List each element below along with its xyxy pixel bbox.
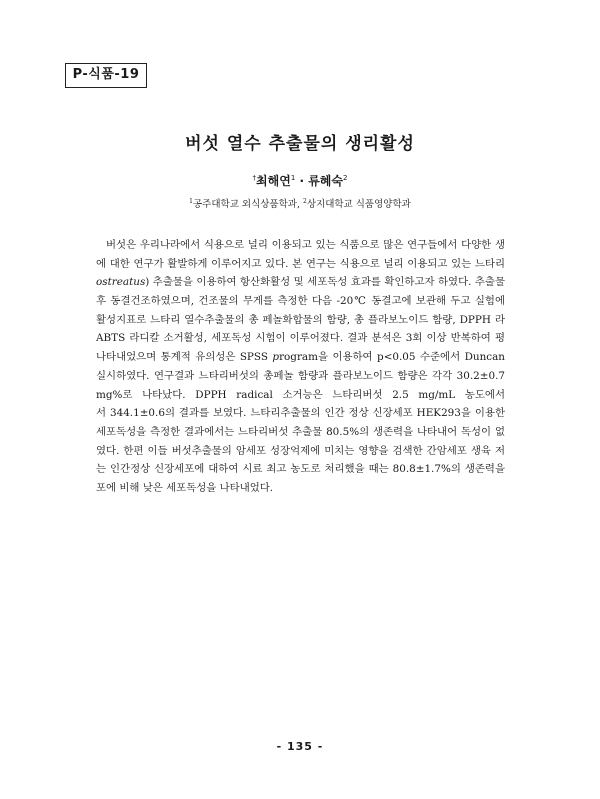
abstract-line: 세포독성을 측정한 결과에서는 느타리버섯 추출물 80.5%의 생존력을 나타내어 독성이 없 <box>96 425 505 438</box>
author-separator: · <box>295 174 309 188</box>
page-number: - 135 - <box>276 740 324 753</box>
affil-1-mark: 1 <box>189 197 193 205</box>
abstract-line: 였다. 한편 이들 버섯추출물의 암세포 성장억제에 미치는 영향을 검색한 간암세포 생육 저 <box>96 444 505 457</box>
abstract-body <box>96 236 505 498</box>
abstract-line: 나타내었으며 통계적 유의성은 SPSS program을 이용하여 p<0.05 수준에서 Duncan <box>96 351 505 364</box>
corresponding-mark: † <box>252 174 257 182</box>
abstract-line: 버섯은 우리나라에서 식용으로 널리 이용되고 있는 식품으로 많은 연구들에서 다양한 생 <box>106 239 505 251</box>
abstract-line: 서 344.1±0.6의 결과를 보였다. 느타리추출물의 인간 정상 신장세포 HEK293을 이용한 <box>96 407 505 420</box>
abstract-line: 활성지표로 느타리 열수추출물의 총 페놀화합물의 함량, 총 플라보노이드 함량, DPPH 라 <box>96 313 505 326</box>
session-code: P-식품-19 <box>72 67 140 82</box>
abstract-line: 는 인간정상 신장세포에 대하여 시료 최고 농도로 처리했을 때는 80.8±1.7%의 생존력을 <box>96 463 505 476</box>
abstract-line: 에 대한 연구가 활발하게 이루어지고 있다. 본 연구는 식용으로 널리 이용되고 있는 느타리 <box>96 257 505 270</box>
abstract-line: ostreatus) 추출물을 이용하여 항산화활성 및 세포독성 효과를 확인하고자 하였다. 추출물 <box>96 276 505 289</box>
abstract-line: mg%로 나타났다. DPPH radical 소거능은 느타리버섯 2.5 mg/mL 농도에서 <box>96 388 505 401</box>
affil-2: 상지대학교 식품영양학과 <box>306 199 411 210</box>
author-2-affil-mark: 2 <box>342 174 348 182</box>
paper-title: 버섯 열수 추출물의 생리활성 <box>185 134 415 154</box>
affil-2-mark: 2 <box>303 197 307 205</box>
abstract-line: 포에 비해 낮은 세포독성을 나타내었다. <box>96 481 274 494</box>
author-1-affil-mark: 1 <box>290 174 296 182</box>
abstract-line: ABTS 라디칼 소거활성, 세포독성 시험이 이루어졌다. 결과 분석은 3회 이상 반복하여 평 <box>96 332 505 345</box>
author-1: 최해연 <box>256 174 291 188</box>
affiliation-line <box>0 196 600 210</box>
abstract-line: 실시하였다. 연구결과 느타리버섯의 총페놀 함량과 플라보노이드 함량은 각각 30.2±0.7 <box>96 369 505 382</box>
session-code-box <box>65 63 147 88</box>
abstract-line: 후 동결건조하였으며, 건조물의 무게를 측정한 다음 -20℃ 동결고에 보관해 두고 실험에 <box>96 295 505 308</box>
affil-1: 공주대학교 외식상품학과, <box>193 199 304 210</box>
author-2: 류혜숙 <box>308 174 343 188</box>
author-line <box>0 172 600 189</box>
